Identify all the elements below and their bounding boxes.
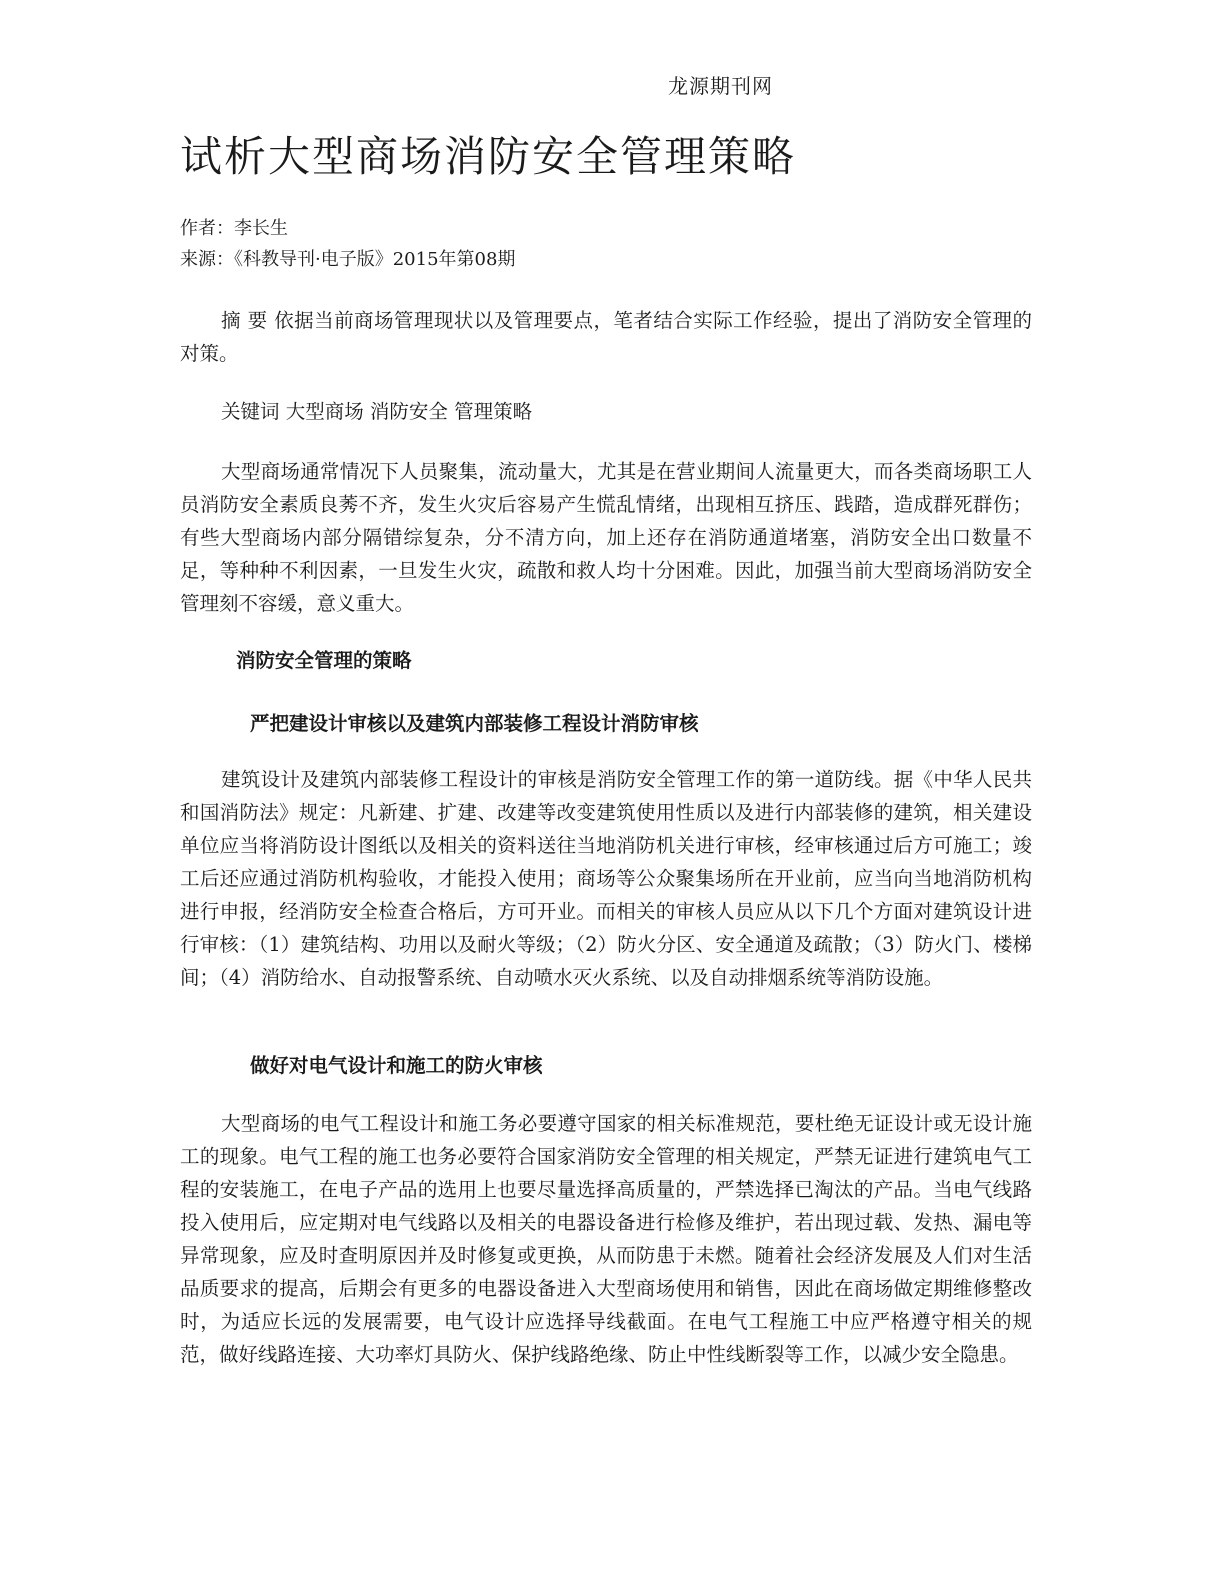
author-line: 作者：李长生 <box>180 218 288 239</box>
subsection-heading-1: 严把建设计审核以及建筑内部装修工程设计消防审核 <box>250 712 699 735</box>
subsection-body-2: 大型商场的电气工程设计和施工务必要遵守国家的相关标准规范，要杜绝无证设计或无设计施工的现象。电气工程的施工也务必要符合国家消防安全管理的相关规定，严禁无证进行建筑电气工程的安装施工，在电子产品的选用上也要尽量选择高质量的，严禁选择已淘汰的产品。当电气线路投入使用后，应定期对电气线路以及相关的电器设备进行检修及维护，若出现过载、发热、漏电等异常现象，应及时查明原因并及时修复或更换，从而防患于未燃。随着社会经济发展及人们对生活品质要求的提高，后期会有更多的电器设备进入大型商场使用和销售，因此在商场做定期维修整改时，为适应长远的发展需要，电气设计应选择导线截面。在电气工程施工中应严格遵守相关的规范，做好线路连接、大功率灯具防火、保护线路绝缘、防止中性线断裂等工作，以减少安全隐患。 <box>180 1112 1032 1366</box>
keywords-line: 关键词 大型商场 消防安全 管理策略 <box>221 400 533 423</box>
intro-paragraph: 大型商场通常情况下人员聚集，流动量大，尤其是在营业期间人流量更大，而各类商场职工人员消防安全素质良莠不齐，发生火灾后容易产生慌乱情绪，出现相互挤压、践踏，造成群死群伤；有些大型商场内部分隔错综复杂，分不清方向，加上还存在消防通道堵塞，消防安全出口数量不足，等种种不利因素，一旦发生火灾，疏散和救人均十分困难。因此，加强当前大型商场消防安全管理刻不容缓，意义重大。 <box>180 460 1032 615</box>
source-line: 来源：《科教导刊·电子版》2015年第08期 <box>180 249 516 270</box>
subsection-heading-2: 做好对电气设计和施工的防火审核 <box>250 1054 543 1077</box>
subsection-body-1: 建筑设计及建筑内部装修工程设计的审核是消防安全管理工作的第一道防线。据《中华人民共和国消防法》规定：凡新建、扩建、改建等改变建筑使用性质以及进行内部装修的建筑，相关建设单位应当将消防设计图纸以及相关的资料送往当地消防机关进行审核，经审核通过后方可施工；竣工后还应通过消防机构验收，才能投入使用；商场等公众聚集场所在开业前，应当向当地消防机构进行申报，经消防安全检查合格后，方可开业。而相关的审核人员应从以下几个方面对建筑设计进行审核：（1）建筑结构、功用以及耐火等级；（2）防火分区、安全通道及疏散；（3）防火门、楼梯间；（4）消防给水、自动报警系统、自动喷水灭火系统、以及自动排烟系统等消防设施。 <box>180 768 1032 989</box>
article-title: 试析大型商场消防安全管理策略 <box>180 132 797 181</box>
abstract-paragraph: 摘 要 依据当前商场管理现状以及管理要点，笔者结合实际工作经验，提出了消防安全管理的对策。 <box>180 309 1032 365</box>
section-heading: 消防安全管理的策略 <box>236 649 412 672</box>
site-name: 龙源期刊网 <box>668 74 773 98</box>
